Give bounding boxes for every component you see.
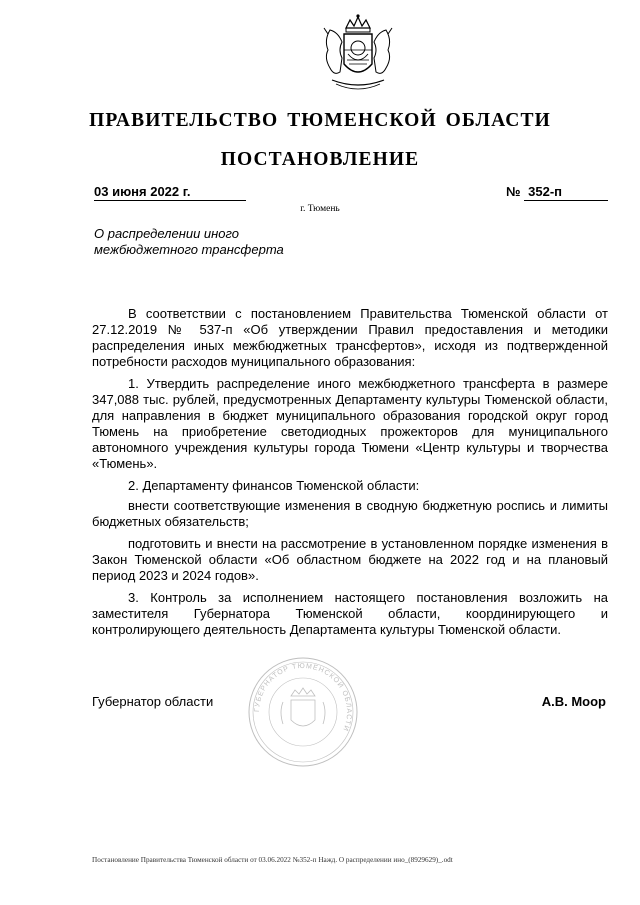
item-3-paragraph: 3. Контроль за исполнением настоящего постановления возложить на заместителя Губернатора Тюменской области, координирующего и контролирующего деятельность Департамента культуры Тюменской области. bbox=[92, 590, 608, 637]
document-subject bbox=[94, 226, 394, 258]
svg-text:ГУБЕРНАТОР ТЮМЕНСКОЙ ОБЛАСТИ bbox=[254, 663, 352, 732]
document-type: ПОСТАНОВЛЕНИЕ bbox=[220, 149, 420, 170]
signatory-name: А.В. Моор bbox=[541, 694, 606, 709]
signatory-title: Губернатор области bbox=[92, 694, 214, 709]
subject-line-1: О распределении иного bbox=[94, 226, 240, 241]
preamble-paragraph: В соответствии с постановлением Правительства Тюменской области от 27.12.2019 № 537-п «Об утверждении Правил предоставления и методики распределения иных межбюджетных трансфертов», исходя из подтвержденной потребности расходов муниципального образования: bbox=[92, 306, 608, 369]
document-footer: Постановление Правительства Тюменской области от 03.06.2022 №352-п Нажд. О распределении ино_(8929629)_.odt bbox=[92, 856, 453, 864]
item-2-paragraph: 2. Департаменту финансов Тюменской области: bbox=[128, 478, 420, 493]
subject-line-2: межбюджетного трансферта bbox=[94, 242, 284, 257]
number-sign: № bbox=[506, 184, 521, 199]
document-number bbox=[506, 184, 608, 201]
item-2a-paragraph: внести соответствующие изменения в сводную бюджетную роспись и лимиты бюджетных обязательств; bbox=[92, 498, 608, 529]
number-value: 352-п bbox=[524, 184, 608, 201]
government-title: ПРАВИТЕЛЬСТВО ТЮМЕНСКОЙ ОБЛАСТИ bbox=[89, 110, 551, 131]
document-date: 03 июня 2022 г. bbox=[94, 184, 246, 201]
stamp-text: ГУБЕРНАТОР ТЮМЕНСКОЙ ОБЛАСТИ bbox=[253, 662, 353, 733]
item-2b-paragraph: подготовить и внести на рассмотрение в установленном порядке изменения в Закон Тюменской области «Об областном бюджете на 2022 год и на плановый период 2023 и 2024 годов». bbox=[92, 536, 608, 583]
document-body bbox=[92, 306, 608, 644]
coat-of-arms-icon bbox=[312, 10, 404, 102]
item-1-paragraph: 1. Утвердить распределение иного межбюджетного трансферта в размере 347,088 тыс. рублей, предусмотренных Департаменту культуры Тюменской области, для направления в бюджет муниципального образования городской округ город Тюмень на приобретение светодиодных прожекторов для муниципального автономного учреждения культуры города Тюмени «Центр культуры и творчества «Тюмень». bbox=[92, 376, 608, 471]
round-seal-icon bbox=[247, 656, 359, 768]
document-city: г. Тюмень bbox=[300, 204, 340, 214]
